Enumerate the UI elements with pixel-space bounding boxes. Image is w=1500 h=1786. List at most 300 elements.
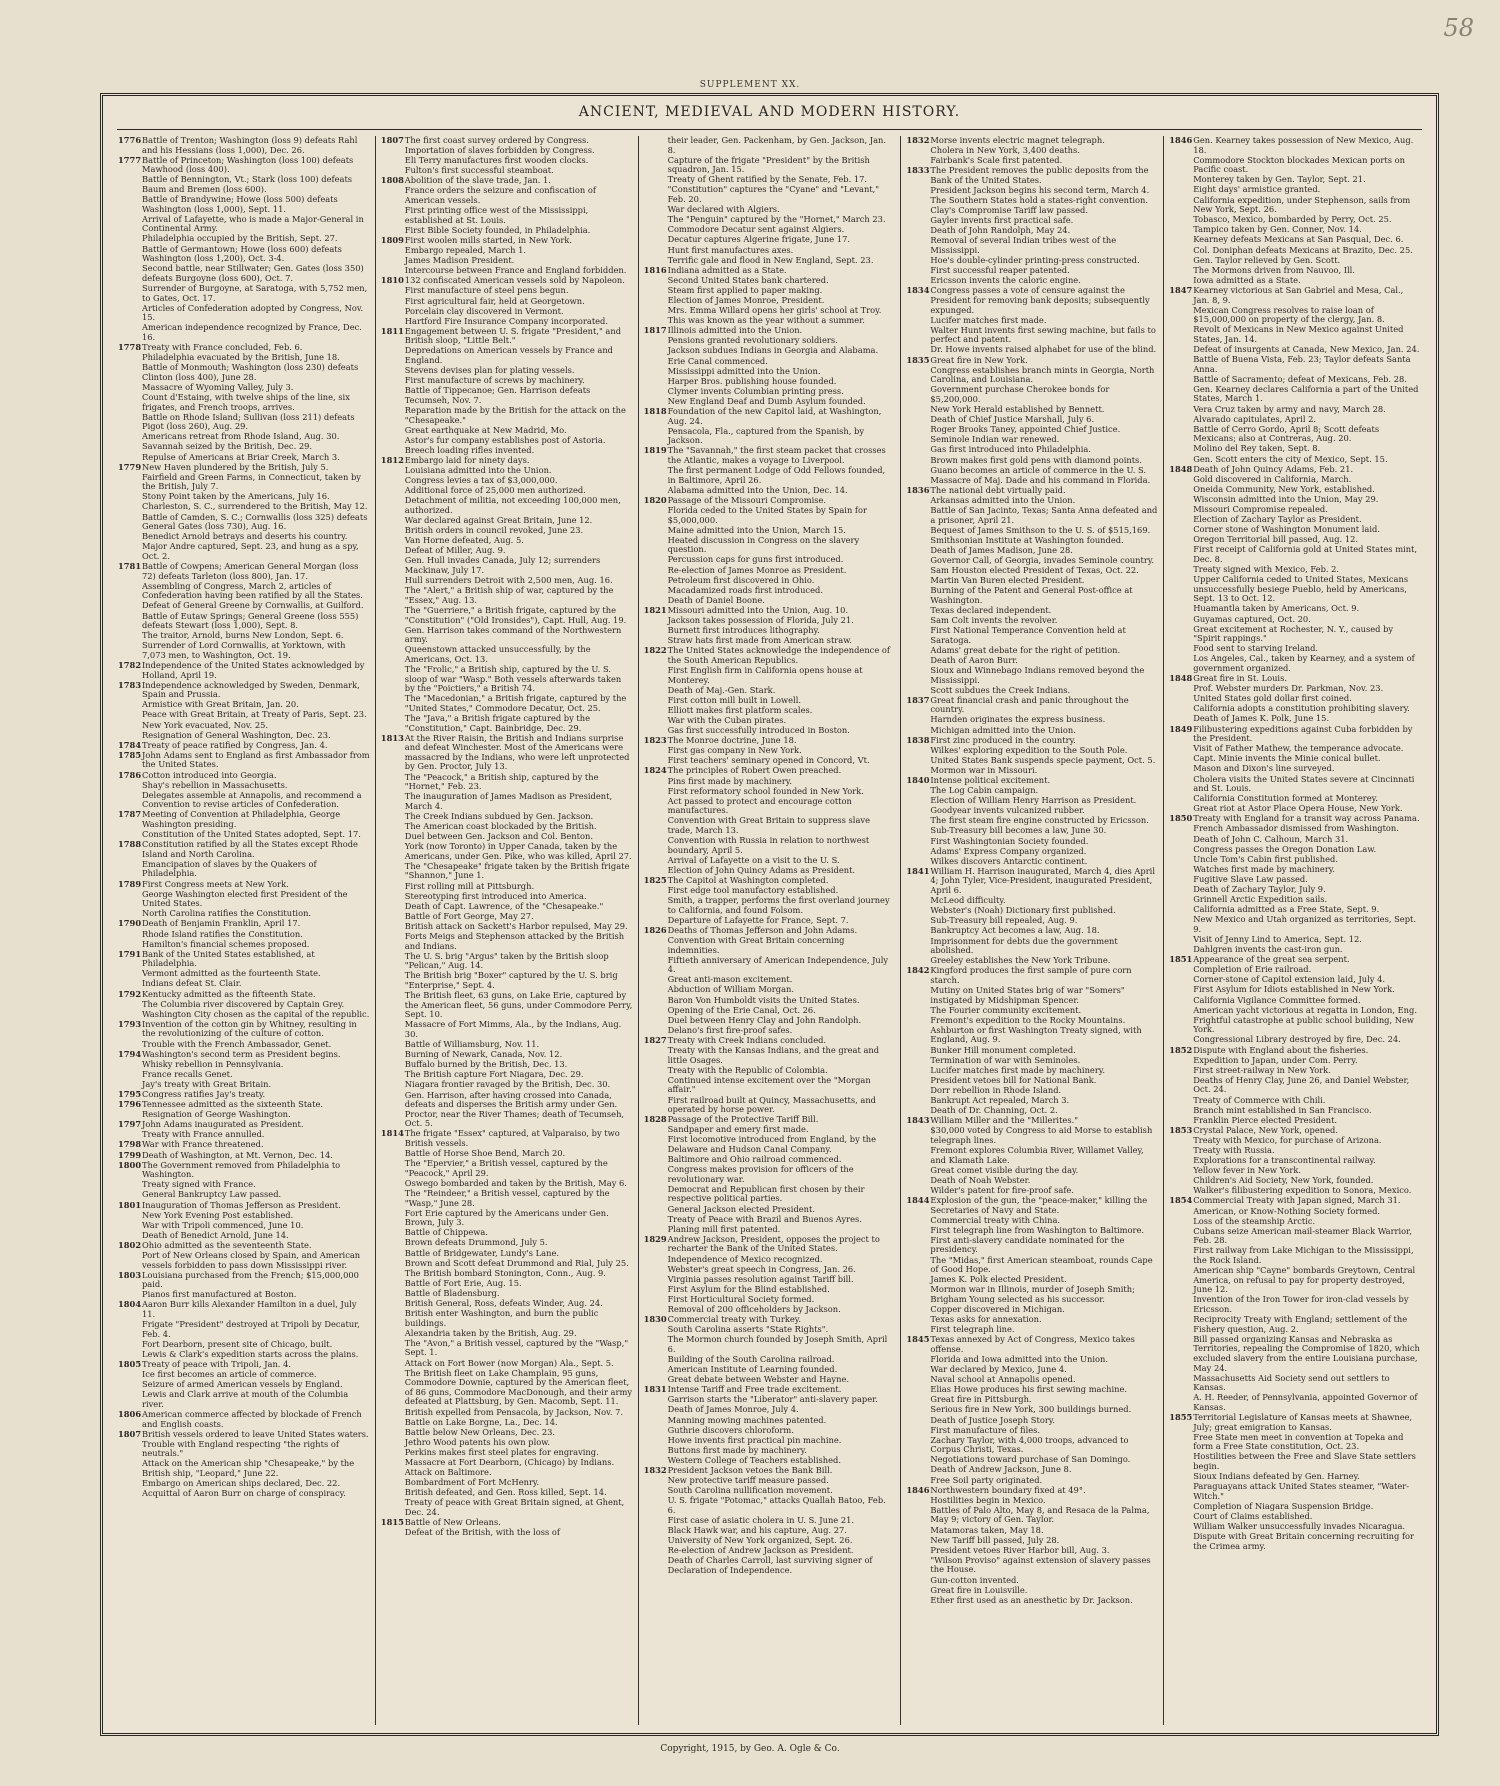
entry-year: 1834 [906,285,930,296]
entry-year [906,796,930,806]
entry-year [906,857,930,867]
entry-text: Shay's rebellion in Massachusetts. [142,779,288,790]
entry-text: Matamoras taken, May 18. [930,1524,1044,1535]
entry-year [381,1438,405,1448]
entry-year: 1799 [118,1149,142,1160]
entry-text: Massacre at Fort Dearborn, (Chicago) by Indians. [404,1456,615,1467]
entry-year [644,666,668,685]
history-entry [118,562,370,581]
entry-year [906,1465,930,1475]
entry-text: California admitted as a Free State, Sept. 9. [1193,904,1380,915]
history-entry [644,1496,896,1515]
entry-year [381,1249,405,1259]
entry-year [906,656,930,666]
history-entry [906,1146,1158,1165]
entry-year [381,376,405,386]
entry-year [118,601,142,611]
entry-year [644,1016,668,1026]
entry-year [118,284,142,303]
entry-year [1169,615,1193,625]
entry-year: 1850 [1169,813,1193,824]
entry-text: American commerce affected by blockade of French and English coasts. [142,1409,362,1429]
entry-text: Massacre of Fort Mimms, Ala., by the Indians, Aug. 30. [404,1019,622,1039]
entry-text: First Horticultural Society formed. [667,1293,815,1304]
entry-text: Fremont's expedition to the Rocky Mountains. [930,1014,1126,1025]
entry-year [118,1251,142,1270]
entry-year [381,1528,405,1538]
entry-year [118,215,142,234]
entry-year [1169,996,1193,1006]
entry-year [906,415,930,425]
history-entry [644,1185,896,1204]
entry-year [381,556,405,575]
entry-text: Indiana admitted as a State. [667,264,787,275]
history-entry [644,387,896,397]
entry-text: Ice first becomes an article of commerce. [142,1369,317,1380]
history-entry [906,356,1158,366]
entry-text: The "Savannah," the first steam packet that crosses the Atlantic, makes a voyage to Liverpool. [667,445,886,465]
entry-text: The British capture Fort Niagara, Dec. 29. [404,1069,584,1080]
history-entry [906,686,1158,696]
entry-year [118,930,142,940]
entry-text: Buttons first made by machinery. [667,1444,807,1455]
entry-text: Missouri Compromise repealed. [1193,503,1328,514]
entry-year [118,473,142,492]
history-entry [118,542,370,561]
entry-year: 1824 [643,765,667,776]
entry-text: Fairbank's Scale first patented. [930,155,1063,166]
history-entry [906,1526,1158,1536]
entry-text: Naval school at Annapolis opened. [930,1374,1076,1385]
entry-year: 1843 [906,1115,930,1126]
entry-year: 1795 [118,1089,142,1099]
history-entry [1169,185,1421,195]
entry-year: 1807 [380,136,404,145]
entry-year [381,842,405,861]
history-entry [118,681,370,700]
entry-text: Acquittal of Aaron Burr on charge of conspiracy. [142,1488,346,1499]
entry-text: First rolling mill at Pittsburgh. [404,880,535,891]
history-entry [381,842,633,861]
entry-text: Attack on Fort Bower (now Morgan) Ala., Sept. 5. [404,1357,614,1368]
entry-year [906,576,930,586]
history-entry [118,453,370,463]
entry-year [1169,1295,1193,1314]
entry-year [906,1056,930,1066]
history-entry [381,1438,633,1448]
entry-text: Abolition of the slave trade, Jan. 1. [404,175,551,186]
entry-year: 1825 [643,874,667,885]
entry-year: 1806 [118,1409,142,1419]
entry-text: Treaty with Russia. [1193,1144,1275,1155]
entry-text: Molino del Rey taken, Sept. 8. [1193,443,1321,454]
history-entry [906,926,1158,936]
history-entry [644,985,896,995]
entry-text: George Washington elected first President of the United States. [142,888,348,909]
entry-year: 1794 [118,1048,142,1059]
entry-text: Battle of Germantown; Howe (loss 600) defeats Washington (loss 1,200), Oct. 3-4. [142,243,342,264]
entry-year: 1828 [643,1114,667,1125]
entry-year [644,1215,668,1225]
entry-year [906,926,930,936]
entry-year [906,626,930,645]
history-entry [118,860,370,879]
entry-text: Virginia passes resolution against Tariff bill. [667,1273,854,1284]
entry-year [644,866,668,876]
entry-year [1169,824,1193,834]
entry-year: 1793 [118,1018,142,1029]
entry-text: War declared by Mexico, June 4. [930,1364,1067,1375]
history-entry [906,326,1158,345]
entry-text: Defeat of Miller, Aug. 9. [404,545,506,556]
history-entry [1169,1482,1421,1501]
entry-text: Hostilities between the Free and Slave State settlers begin. [1193,1451,1416,1471]
entry-year [1169,196,1193,215]
entry-year: 1848 [1169,673,1193,684]
entry-year [118,1180,142,1190]
entry-year [1169,915,1193,934]
history-entry [906,286,1158,315]
entry-text: Americans retreat from Rhode Island, Aug. 30. [142,431,340,442]
entry-year [906,536,930,546]
entry-year [1169,1146,1193,1156]
entry-year [1169,895,1193,905]
entry-year: 1802 [118,1239,142,1250]
entry-text: Corner-stone of Capitol extension laid, July 4. [1193,974,1386,985]
entry-text: Uncle Tom's Cabin first published. [1193,853,1339,864]
history-entry [118,940,370,950]
entry-year [381,1269,405,1279]
entry-year [1169,1066,1193,1076]
entry-text: Fairfield and Green Farms, in Connecticut, taken by the British, July 7. [142,471,361,492]
entry-text: Brown makes first gold pens with diamond points. [930,454,1142,465]
history-entry [118,1459,370,1478]
entry-year [644,1295,668,1305]
entry-text: South Carolina asserts "State Rights". [667,1324,829,1335]
entry-text: Howe invents first practical pin machine. [667,1434,842,1445]
entry-text: "Constitution" captures the "Cyane" and "Levant," Feb. 20. [667,184,880,205]
entry-year [906,715,930,725]
entry-year: 1844 [906,1194,930,1205]
entry-year [644,256,668,266]
entry-year [118,1070,142,1080]
history-entry [1169,625,1421,644]
entry-text: Death of Benedict Arnold, June 14. [142,1229,289,1240]
entry-year [906,1315,930,1325]
history-entry [644,996,896,1006]
entry-year [644,1325,668,1335]
entry-text: California adopts a constitution prohibiting slavery. [1193,703,1410,714]
entry-text: Baltimore and Ohio railroad commenced. [667,1154,842,1165]
entry-text: Treaty with Mexico, for purchase of Arizona. [1193,1134,1382,1145]
entry-year [1169,306,1193,325]
entry-year [381,1468,405,1478]
entry-year [381,1488,405,1498]
entry-year [644,1205,668,1215]
entry-text: James K. Polk elected President. [930,1274,1067,1285]
entry-text: Bankrupt Act repealed, March 3. [930,1095,1070,1105]
entry-text: American independence recognized by France, Dec. 16. [142,322,362,342]
history-entry [906,1166,1158,1176]
history-entry [118,473,370,492]
history-entry [118,1190,370,1200]
entry-year [1169,1522,1193,1532]
entry-year [381,146,405,156]
history-entry [1169,845,1421,855]
entry-text: President vetoes bill for National Bank. [930,1074,1097,1085]
entry-year [644,1496,668,1515]
history-entry [381,297,633,307]
history-entry [381,645,633,664]
history-entry [906,666,1158,685]
entry-year [906,1506,930,1525]
entry-text: Western College of Teachers established. [667,1454,841,1465]
history-entry [906,586,1158,605]
entry-text: The national debt virtually paid. [930,484,1066,495]
entry-text: Great comet visible during the day. [930,1164,1079,1175]
history-entry [118,156,370,175]
entry-year [906,1405,930,1415]
history-entry [644,1255,896,1265]
history-entry [381,1091,633,1129]
entry-text: Grinnell Arctic Expedition sails. [1193,894,1328,905]
entry-text: War declared against Great Britain, June 12. [404,515,593,526]
entry-year [381,1339,405,1358]
entry-text: Eight days' armistice granted. [1193,184,1321,195]
entry-text: Sub-Treasury bill repealed, Aug. 9. [930,915,1078,926]
entry-year [118,631,142,641]
entry-text: Death of James K. Polk, June 15. [1193,713,1330,724]
entry-text: Attack on the American ship "Chesapeake," by the British ship, "Leopard," June 22. [142,1458,355,1479]
history-entry [644,866,896,876]
entry-text: Treaty of peace with Great Britain signed, at Ghent, Dec. 24. [404,1497,625,1517]
entry-text: South Carolina nullification movement. [667,1485,833,1496]
entry-text: Election of William Henry Harrison as President. [930,795,1137,806]
entry-text: Great fire in Pittsburgh. [930,1394,1032,1405]
entry-text: Paraguayans attack United States steamer, "Water-Witch." [1193,1481,1410,1501]
entry-year [644,306,668,316]
history-entry [1169,985,1421,995]
entry-year [118,791,142,810]
entry-year: 1781 [118,561,142,572]
history-entry [1169,1315,1421,1334]
history-entry [644,596,896,606]
copyright-notice: Copyright, 1915, by Geo. A. Ogle & Co. [660,1744,840,1754]
entry-year [644,746,668,756]
entry-text: Clay's Compromise Tariff law passed. [930,205,1088,216]
history-entry [644,1066,896,1076]
history-entry [381,226,633,236]
history-entry [1169,196,1421,215]
entry-text: Court of Claims established. [1193,1510,1313,1521]
entry-year [118,1440,142,1459]
history-entry [906,385,1158,404]
entry-year [381,486,405,496]
entry-year: 1792 [118,988,142,999]
entry-text: Count d'Estaing, with twelve ships of the line, six frigates, and French troops, arrives. [142,391,350,412]
entry-year: 1788 [118,839,142,850]
history-entry [644,276,896,286]
history-entry [906,726,1158,736]
entry-text: Smith, a trapper, performs the first overland journey to California, and found Folsom. [667,895,890,915]
history-entry [381,1249,633,1259]
history-entry [644,797,896,816]
history-entry [644,506,896,525]
entry-text: Duel between Henry Clay and John Randolph. [667,1014,862,1025]
entry-text: Perkins makes first steel plates for engraving. [404,1446,599,1457]
entry-year [644,156,668,175]
entry-text: Mason and Dixon's line surveyed. [1193,763,1335,774]
entry-year [381,297,405,307]
entry-year [1169,835,1193,845]
entry-text: Free Soil party originated. [930,1474,1043,1485]
history-entry [381,971,633,990]
entry-text: California Constitution formed at Monterey. [1193,793,1378,804]
history-entry [118,710,370,720]
history-entry [118,1060,370,1070]
entry-year: 1851 [1169,954,1193,965]
history-entry [906,1436,1158,1455]
history-entry [644,555,896,565]
entry-text: This was known as the year without a summer. [667,315,865,326]
entry-text: First telegraph line. [930,1324,1015,1335]
entry-year: 1838 [906,734,930,745]
entry-text: Death of Benjamin Franklin, April 17. [142,918,301,929]
entry-year [1169,654,1193,673]
entry-year [118,1340,142,1350]
entry-year: 1848 [1169,463,1193,474]
page-number: 58 [1443,14,1474,42]
entry-year: 1813 [380,732,404,743]
entry-text: Bankruptcy Act becomes a law, Aug. 18. [930,925,1100,936]
entry-year [1169,704,1193,714]
entry-year: 1782 [118,659,142,670]
entry-text: Treaty with the Kansas Indians, and the great and little Osages. [667,1045,880,1065]
history-entry [644,346,896,356]
entry-text: Invention of the Iron Tower for iron-clad vessels by Ericsson. [1193,1294,1409,1314]
entry-text: Battle of Bladensburg. [404,1287,500,1298]
entry-text: Completion of Niagara Suspension Bridge. [1193,1500,1374,1511]
entry-text: Tobasco, Mexico, bombarded by Perry, Oct. 25. [1193,214,1392,225]
entry-year [906,937,930,956]
entry-year: 1836 [906,484,930,495]
history-entry [118,791,370,810]
entry-text: First street-railway in New York. [1193,1064,1331,1075]
entry-text: Jackson takes possession of Florida, July 21. [667,615,854,625]
entry-text: Kentucky admitted as the fifteenth State. [142,988,316,999]
entry-year [1169,625,1193,644]
entry-year [906,906,930,916]
entry-text: War with France threatened. [142,1139,264,1150]
history-entry [381,792,633,811]
entry-year: 1832 [643,1464,667,1475]
entry-year [1169,225,1193,235]
history-entry [1169,444,1421,454]
entry-year [644,296,668,306]
entry-year [644,1185,668,1204]
entry-year [381,206,405,225]
history-entry [1169,306,1421,325]
entry-text: Constitution of the United States adopted, Sept. 17. [142,829,361,840]
entry-year [1169,875,1193,885]
entry-year [644,205,668,215]
entry-year [381,1050,405,1060]
entry-text: Charleston, S. C., surrendered to the British, May 12. [142,501,368,512]
history-entry [118,463,370,473]
entry-year [1169,345,1193,355]
history-entry [1169,136,1421,155]
entry-year [1169,1452,1193,1471]
entry-text: Trouble with the French Ambassador, Genet. [142,1038,332,1049]
entry-year [381,1369,405,1407]
entry-text: First reformatory school founded in New York. [667,785,864,796]
history-entry [381,1359,633,1369]
entry-text: President vetoes River Harbor bill, Aug. 3. [930,1544,1110,1555]
history-entry [906,1536,1158,1546]
history-entry [1169,865,1421,875]
entry-text: Alexandria taken by the British, Aug. 29. [404,1327,577,1338]
entry-text: Democrat and Republican first chosen by their respective political parties. [667,1183,865,1204]
entry-text: Convention with Great Britain to suppress slave trade, March 13. [667,815,870,835]
entry-text: Governor Call, of Georgia, invades Seminole country. [930,554,1155,565]
history-entry [644,936,896,955]
entry-text: First Bible Society founded, in Philadelphia. [404,224,591,235]
entry-year [644,1255,668,1265]
entry-text: Appearance of the great sea serpent. [1193,954,1350,965]
entry-year: 1805 [118,1359,142,1370]
entry-year: 1812 [380,455,404,465]
entry-year [118,781,142,791]
entry-year [644,1046,668,1065]
entry-text: Bombardment of Fort McHenry. [404,1477,540,1488]
entry-year [906,1586,930,1596]
entry-text: Arrival of Lafayette on a visit to the U. S. [667,854,840,865]
history-entry [906,966,1158,985]
entry-year: 1807 [118,1428,142,1439]
entry-year [1169,1006,1193,1016]
entry-year [381,1228,405,1238]
history-entry [118,1161,370,1180]
history-entry [118,1201,370,1211]
entry-year [1169,276,1193,286]
entry-year [118,532,142,542]
history-entry [381,186,633,205]
entry-text: Death of John Quincy Adams, Feb. 21. [1193,463,1354,474]
entry-text: The Columbia river discovered by Captain Grey. [142,998,345,1009]
entry-year [906,1216,930,1226]
entry-text: New York Evening Post established. [142,1209,294,1220]
history-entry [118,771,370,781]
entry-year [906,196,930,206]
entry-text: Embargo on American ships declared, Dec. 22. [142,1478,341,1489]
entry-year [906,847,930,857]
entry-year [381,1458,405,1468]
entry-text: Gen. Harrison takes command of the Northwestern army. [404,624,622,645]
entry-year [1169,405,1193,415]
entry-text: First edge tool manufactory established. [667,885,839,896]
entry-text: Elliott makes first platform scales. [667,704,813,715]
entry-text: Capture of the frigate "President" by the British squadron, Jan. 15. [667,154,870,175]
entry-year [381,386,405,405]
entry-text: Gen. Scott enters the city of Mexico, Sept. 15. [1193,453,1388,464]
entry-year [644,886,668,896]
history-entry [381,346,633,365]
entry-text: Treaty signed with Mexico, Feb. 2. [1193,564,1340,575]
entry-year [906,1285,930,1304]
entry-year [644,346,668,356]
entry-year [644,586,668,596]
entry-year [906,686,930,696]
